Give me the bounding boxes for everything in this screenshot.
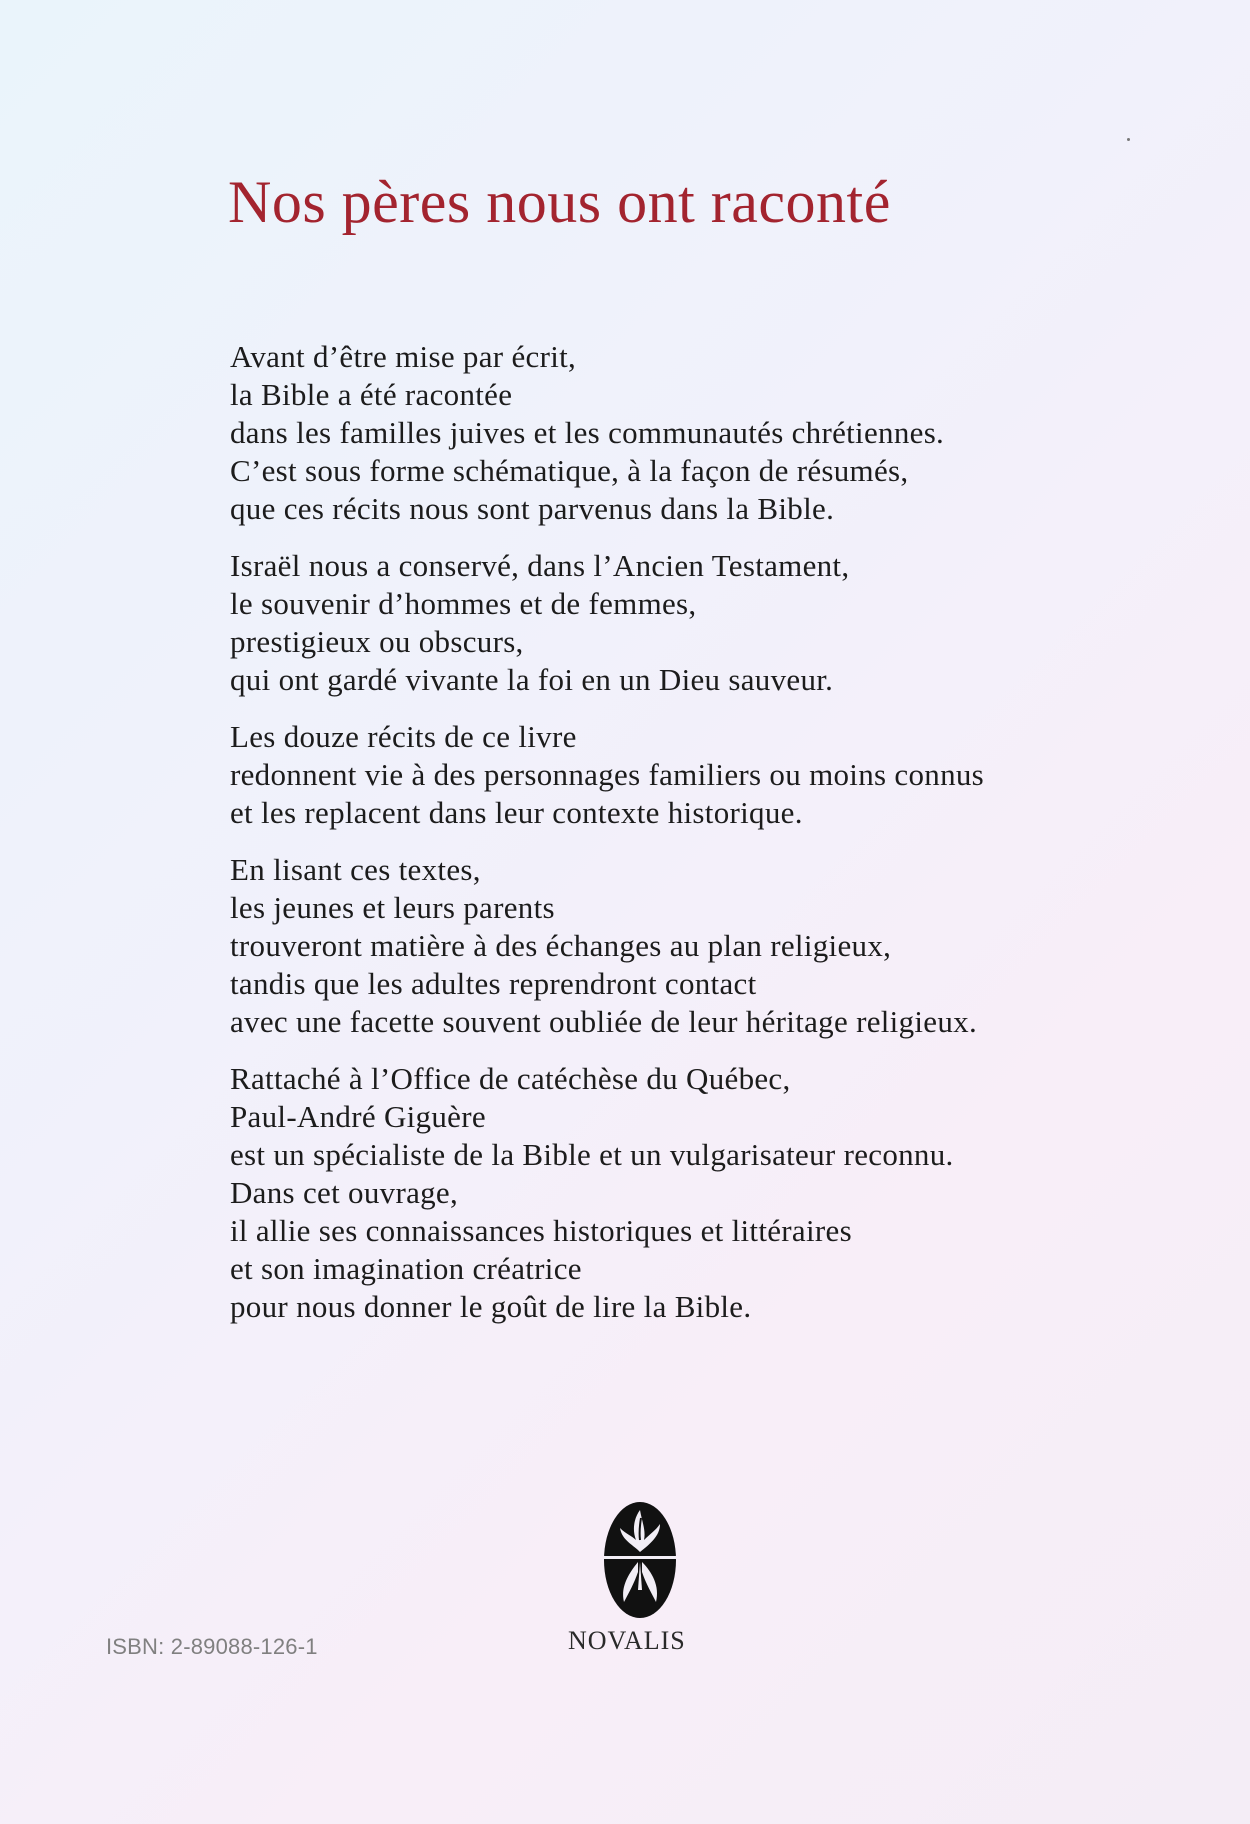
text-line: trouveront matière à des échanges au plan religieux, — [230, 928, 892, 963]
text-line: que ces récits nous sont parvenus dans la Bible. — [230, 491, 835, 526]
text-line: prestigieux ou obscurs, — [230, 624, 524, 659]
paragraph — [230, 851, 1190, 1041]
text-line: Rattaché à l’Office de catéchèse du Québec, — [230, 1061, 791, 1096]
text-line: avec une facette souvent oubliée de leur héritage religieux. — [230, 1004, 978, 1039]
text-line: C’est sous forme schématique, à la façon de résumés, — [230, 453, 909, 488]
text-line: En lisant ces textes, — [230, 852, 481, 887]
paragraph — [230, 338, 1190, 528]
text-line: pour nous donner le goût de lire la Bible. — [230, 1289, 752, 1324]
paragraph — [230, 1060, 1190, 1326]
text-line: est un spécialiste de la Bible et un vulgarisateur reconnu. — [230, 1137, 954, 1172]
text-line: qui ont gardé vivante la foi en un Dieu sauveur. — [230, 662, 834, 697]
speck — [1127, 138, 1130, 141]
text-line: et son imagination créatrice — [230, 1251, 582, 1286]
back-cover-blurb — [230, 338, 1190, 1345]
text-line: Dans cet ouvrage, — [230, 1175, 459, 1210]
text-line: Avant d’être mise par écrit, — [230, 339, 577, 374]
text-line: tandis que les adultes reprendront contact — [230, 966, 757, 1001]
text-line: les jeunes et leurs parents — [230, 890, 555, 925]
text-line: Paul-André Giguère — [230, 1099, 486, 1134]
text-line: le souvenir d’hommes et de femmes, — [230, 586, 697, 621]
text-line: Les douze récits de ce livre — [230, 719, 577, 754]
isbn-label: ISBN: 2-89088-126-1 — [106, 1634, 318, 1659]
text-line: et les replacent dans leur contexte historique. — [230, 795, 803, 830]
book-title: Nos pères nous ont raconté — [228, 169, 891, 235]
text-line: Israël nous a conservé, dans l’Ancien Testament, — [230, 548, 850, 583]
novalis-flame-logo-icon — [602, 1500, 678, 1620]
text-line: il allie ses connaissances historiques et littéraires — [230, 1213, 852, 1248]
text-line: la Bible a été racontée — [230, 377, 513, 412]
publisher-name: NOVALIS — [568, 1626, 686, 1655]
text-line: redonnent vie à des personnages familiers ou moins connus — [230, 757, 985, 792]
text-line: dans les familles juives et les communautés chrétiennes. — [230, 415, 945, 450]
paragraph — [230, 547, 1190, 699]
paragraph — [230, 718, 1190, 832]
